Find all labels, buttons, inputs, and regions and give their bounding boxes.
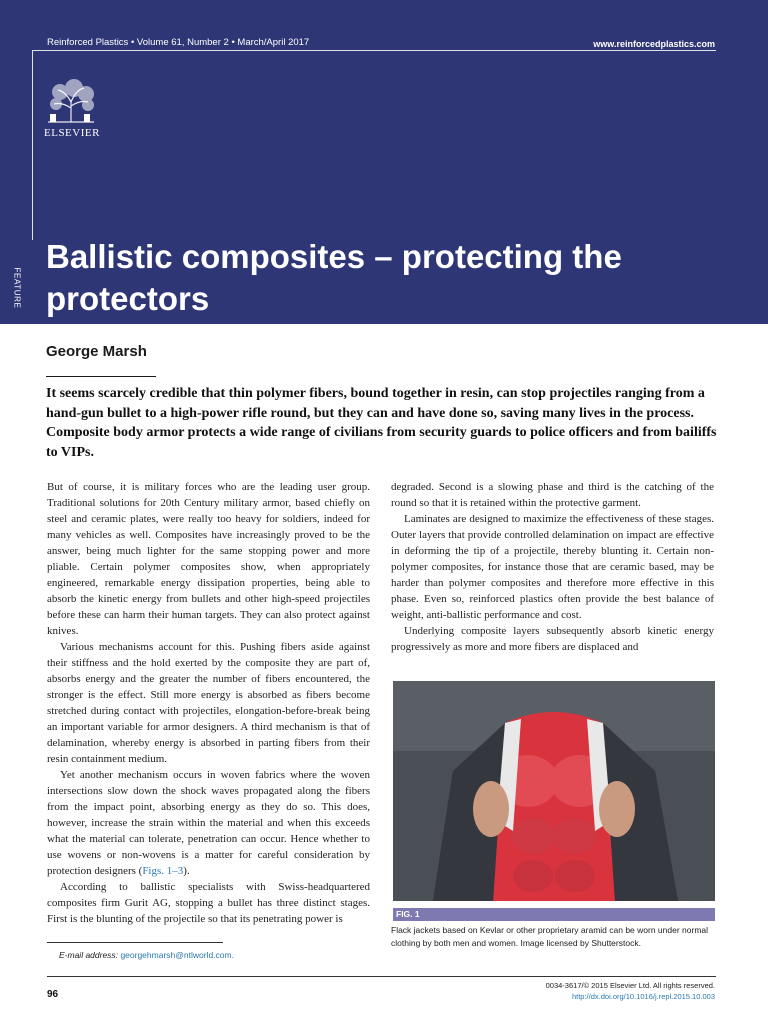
figure-label: FIG. 1 — [396, 909, 420, 919]
section-tab — [10, 262, 24, 314]
publisher-logo-text: ELSEVIER — [44, 127, 100, 139]
figure-reference-link[interactable]: Figs. 1–3 — [142, 865, 184, 877]
body-column-right — [391, 479, 714, 655]
body-paragraph: Laminates are designed to maximize the effectiveness of these stages. Outer layers that provide controlled delamination on impact are effective in deforming the tip of a projectile, thereby blunting it. Certain non-polymer composites, for instance those that are ceramic based, may be harder than polymer composites and therefore more effective in this phase. Even so, reinforced plastics often provide the best balance of weight, anti-ballistic performance and cost. — [391, 513, 714, 621]
body-paragraph: According to ballistic specialists with Swiss-headquartered composites firm Gurit AG, stopping a bullet has three distinct stages. First is the blunting of the projectile so that its penetrating power is — [47, 881, 370, 925]
body-armor-illustration — [393, 681, 715, 901]
figure-label-bar — [393, 908, 715, 921]
author-email-link[interactable]: georgehmarsh@ntlworld.com. — [120, 950, 234, 960]
section-label: FEATURE — [12, 267, 22, 309]
footnote-divider — [47, 942, 223, 943]
figure-caption: Flack jackets based on Kevlar or other proprietary aramid can be worn under normal clothing by both men and women. Image licensed by Shutterstock. — [391, 925, 709, 948]
header-divider — [32, 50, 716, 51]
author-name: George Marsh — [46, 343, 147, 360]
journal-citation: Reinforced Plastics • Volume 61, Number 2 • March/April 2017 — [47, 37, 310, 48]
email-label: E-mail address: — [59, 950, 119, 960]
header-vertical-divider — [32, 50, 33, 240]
body-paragraph: But of course, it is military forces who are the leading user group. Traditional solutions for 20th Century military armor, based chiefly on steel and ceramic plates, were really too heavy for soldiers, indeed for many vehicles as well. Composites have increasingly proved to be the answer, being much lighter for the same stopping power and more pliable. Certain polymer composites show, when appropriately engineered, remarkable energy dissipation properties, being able to absorb the kinetic energy from bullets and other high-speed projectiles before these can harm their human targets. They can also protect against knives. — [47, 481, 370, 637]
body-paragraph: Various mechanisms account for this. Pushing fibers aside against their stiffness and the hold exerted by the composite they are part of, absorbs energy and the greater the number of fibers encountered, the stronger is the effect. Still more energy is absorbed as fibers become stretched during contact with projectiles, elongation-before-break being an important variable for armor designers. A third mechanism is that of delamination, whereby energy is absorbed in parting fibers from their resin containment medium. — [47, 641, 370, 765]
article-abstract: It seems scarcely credible that thin polymer fibers, bound together in resin, can stop projectiles ranging from a hand-gun bullet to a high-power rifle round, but they can and have done so, saving many lives in the process. Composite body armor protects a wide range of civilians from security guards to police officers and from bailiffs to VIPs. — [46, 386, 717, 460]
article-title: Ballistic composites – protecting the protectors — [46, 238, 622, 317]
page-number: 96 — [47, 989, 59, 1000]
body-paragraph — [47, 767, 370, 879]
footer-divider — [47, 976, 716, 977]
paragraph-text: ). — [183, 865, 190, 877]
author-email-footnote — [59, 950, 234, 960]
author-underline — [46, 376, 156, 377]
elsevier-tree-logo-icon — [44, 78, 98, 124]
doi-link[interactable]: http://dx.doi.org/10.1016/j.repl.2015.10.003 — [571, 992, 715, 1001]
body-paragraph: Underlying composite layers subsequently absorb kinetic energy progressively as more and more fibers are displaced and — [391, 625, 714, 653]
figure-photo — [393, 681, 715, 901]
body-paragraph: degraded. Second is a slowing phase and third is the catching of the round so that it is retained within the protective garment. — [391, 481, 714, 509]
paragraph-text: Yet another mechanism occurs in woven fabrics where the woven intersections slow down the shock waves propagated along the fibers from the impact point, absorbing energy as they do so. This does, however, increase the strain within the material and when this exceeds what the material can tolerate, penetration can occur. Hence whether to use wovens or non-wovens is a matter for careful consideration by protection designers ( — [47, 769, 370, 877]
journal-website-link[interactable]: www.reinforcedplastics.com — [593, 39, 715, 49]
copyright-notice: 0034-3617/© 2015 Elsevier Ltd. All rights reserved. — [545, 981, 715, 990]
body-column-left — [47, 479, 370, 927]
